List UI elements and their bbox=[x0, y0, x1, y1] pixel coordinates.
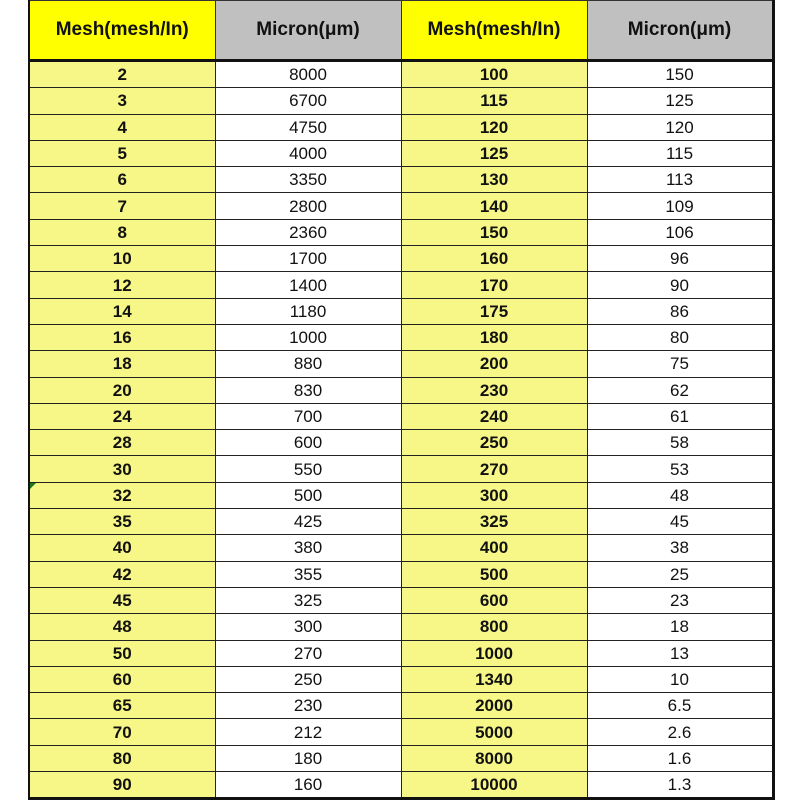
mesh-right-cell[interactable]: 160 bbox=[401, 246, 587, 272]
mesh-left-cell[interactable]: 35 bbox=[29, 509, 215, 535]
micron-left-cell[interactable]: 1700 bbox=[215, 246, 401, 272]
mesh-right-cell[interactable]: 180 bbox=[401, 324, 587, 350]
micron-right-cell[interactable]: 106 bbox=[587, 219, 773, 245]
mesh-right-cell[interactable]: 115 bbox=[401, 88, 587, 114]
micron-right-cell[interactable]: 1.6 bbox=[587, 745, 773, 771]
mesh-left-cell[interactable]: 90 bbox=[29, 772, 215, 799]
mesh-right-cell[interactable]: 150 bbox=[401, 219, 587, 245]
table-row bbox=[29, 219, 773, 245]
table-row bbox=[29, 140, 773, 166]
table-row bbox=[29, 298, 773, 324]
table-row bbox=[29, 640, 773, 666]
micron-right-cell[interactable]: 96 bbox=[587, 246, 773, 272]
table-row bbox=[29, 430, 773, 456]
micron-right-cell[interactable]: 6.5 bbox=[587, 693, 773, 719]
micron-left-cell[interactable]: 2360 bbox=[215, 219, 401, 245]
mesh-left-cell[interactable]: 5 bbox=[29, 140, 215, 166]
micron-left-cell[interactable]: 700 bbox=[215, 403, 401, 429]
micron-right-cell[interactable]: 38 bbox=[587, 535, 773, 561]
mesh-micron-table bbox=[28, 0, 775, 800]
table-row bbox=[29, 614, 773, 640]
micron-left-cell[interactable]: 425 bbox=[215, 509, 401, 535]
table-row bbox=[29, 693, 773, 719]
mesh-right-cell[interactable]: 270 bbox=[401, 456, 587, 482]
micron-right-cell[interactable]: 150 bbox=[587, 61, 773, 88]
micron-left-cell[interactable]: 230 bbox=[215, 693, 401, 719]
mesh-left-cell[interactable]: 3 bbox=[29, 88, 215, 114]
micron-right-cell[interactable]: 90 bbox=[587, 272, 773, 298]
micron-left-cell[interactable]: 550 bbox=[215, 456, 401, 482]
mesh-left-cell[interactable]: 48 bbox=[29, 614, 215, 640]
micron-right-cell[interactable]: 48 bbox=[587, 482, 773, 508]
mesh-right-cell[interactable]: 400 bbox=[401, 535, 587, 561]
micron-left-cell[interactable]: 8000 bbox=[215, 61, 401, 88]
micron-left-cell[interactable]: 4750 bbox=[215, 114, 401, 140]
micron-right-cell[interactable]: 62 bbox=[587, 377, 773, 403]
header-mesh-left: Mesh(mesh/In) bbox=[29, 1, 215, 61]
table-row bbox=[29, 272, 773, 298]
micron-left-cell[interactable]: 500 bbox=[215, 482, 401, 508]
mesh-left-cell[interactable]: 14 bbox=[29, 298, 215, 324]
table-row bbox=[29, 482, 773, 508]
table-row bbox=[29, 246, 773, 272]
header-mesh-right: Mesh(mesh/In) bbox=[401, 1, 587, 61]
mesh-left-cell[interactable]: 7 bbox=[29, 193, 215, 219]
mesh-right-cell[interactable]: 170 bbox=[401, 272, 587, 298]
mesh-right-cell[interactable]: 500 bbox=[401, 561, 587, 587]
mesh-left-cell[interactable]: 24 bbox=[29, 403, 215, 429]
micron-right-cell[interactable]: 109 bbox=[587, 193, 773, 219]
micron-right-cell[interactable]: 25 bbox=[587, 561, 773, 587]
mesh-right-cell[interactable]: 100 bbox=[401, 61, 587, 88]
mesh-right-cell[interactable]: 120 bbox=[401, 114, 587, 140]
mesh-left-cell[interactable]: 18 bbox=[29, 351, 215, 377]
mesh-left-cell[interactable]: 32 bbox=[29, 482, 215, 508]
mesh-left-cell[interactable]: 42 bbox=[29, 561, 215, 587]
table-row bbox=[29, 509, 773, 535]
mesh-right-cell[interactable]: 130 bbox=[401, 167, 587, 193]
micron-left-cell[interactable]: 1180 bbox=[215, 298, 401, 324]
micron-right-cell[interactable]: 61 bbox=[587, 403, 773, 429]
micron-right-cell[interactable]: 18 bbox=[587, 614, 773, 640]
mesh-left-cell[interactable]: 65 bbox=[29, 693, 215, 719]
micron-left-cell[interactable]: 1400 bbox=[215, 272, 401, 298]
mesh-right-cell[interactable]: 1000 bbox=[401, 640, 587, 666]
micron-left-cell[interactable]: 4000 bbox=[215, 140, 401, 166]
micron-right-cell[interactable]: 125 bbox=[587, 88, 773, 114]
mesh-right-cell[interactable]: 1340 bbox=[401, 666, 587, 692]
header-micron-left: Micron(μm) bbox=[215, 1, 401, 61]
table-row bbox=[29, 719, 773, 745]
table-row bbox=[29, 772, 773, 799]
micron-left-cell[interactable]: 270 bbox=[215, 640, 401, 666]
table-row bbox=[29, 351, 773, 377]
micron-left-cell[interactable]: 3350 bbox=[215, 167, 401, 193]
micron-right-cell[interactable]: 23 bbox=[587, 587, 773, 613]
micron-left-cell[interactable]: 212 bbox=[215, 719, 401, 745]
micron-right-cell[interactable]: 115 bbox=[587, 140, 773, 166]
micron-right-cell[interactable]: 1.3 bbox=[587, 772, 773, 799]
mesh-right-cell[interactable]: 8000 bbox=[401, 745, 587, 771]
micron-left-cell[interactable]: 325 bbox=[215, 587, 401, 613]
mesh-left-cell[interactable]: 20 bbox=[29, 377, 215, 403]
micron-right-cell[interactable]: 58 bbox=[587, 430, 773, 456]
micron-left-cell[interactable]: 6700 bbox=[215, 88, 401, 114]
mesh-left-cell[interactable]: 40 bbox=[29, 535, 215, 561]
mesh-left-cell[interactable]: 4 bbox=[29, 114, 215, 140]
micron-right-cell[interactable]: 80 bbox=[587, 324, 773, 350]
micron-left-cell[interactable]: 250 bbox=[215, 666, 401, 692]
table-row bbox=[29, 745, 773, 771]
micron-right-cell[interactable]: 45 bbox=[587, 509, 773, 535]
micron-right-cell[interactable]: 75 bbox=[587, 351, 773, 377]
mesh-left-cell[interactable]: 16 bbox=[29, 324, 215, 350]
micron-left-cell[interactable]: 160 bbox=[215, 772, 401, 799]
header-micron-right: Micron(μm) bbox=[587, 1, 773, 61]
micron-left-cell[interactable]: 600 bbox=[215, 430, 401, 456]
micron-right-cell[interactable]: 13 bbox=[587, 640, 773, 666]
header-row bbox=[29, 1, 773, 61]
mesh-right-cell[interactable]: 800 bbox=[401, 614, 587, 640]
mesh-right-cell[interactable]: 250 bbox=[401, 430, 587, 456]
micron-left-cell[interactable]: 830 bbox=[215, 377, 401, 403]
table-row bbox=[29, 88, 773, 114]
mesh-right-cell[interactable]: 230 bbox=[401, 377, 587, 403]
mesh-left-cell[interactable]: 50 bbox=[29, 640, 215, 666]
mesh-right-cell[interactable]: 175 bbox=[401, 298, 587, 324]
micron-right-cell[interactable]: 113 bbox=[587, 167, 773, 193]
mesh-right-cell[interactable]: 300 bbox=[401, 482, 587, 508]
mesh-left-cell[interactable]: 28 bbox=[29, 430, 215, 456]
micron-right-cell[interactable]: 10 bbox=[587, 666, 773, 692]
table-row bbox=[29, 403, 773, 429]
micron-left-cell[interactable]: 880 bbox=[215, 351, 401, 377]
table-body bbox=[29, 61, 773, 799]
mesh-right-cell[interactable]: 240 bbox=[401, 403, 587, 429]
mesh-right-cell[interactable]: 10000 bbox=[401, 772, 587, 799]
mesh-left-cell[interactable]: 30 bbox=[29, 456, 215, 482]
micron-left-cell[interactable]: 2800 bbox=[215, 193, 401, 219]
table-row bbox=[29, 61, 773, 88]
micron-left-cell[interactable]: 380 bbox=[215, 535, 401, 561]
mesh-right-cell[interactable]: 140 bbox=[401, 193, 587, 219]
mesh-left-cell[interactable]: 60 bbox=[29, 666, 215, 692]
table-row bbox=[29, 587, 773, 613]
table-row bbox=[29, 114, 773, 140]
mesh-left-cell[interactable]: 2 bbox=[29, 61, 215, 88]
micron-right-cell[interactable]: 86 bbox=[587, 298, 773, 324]
table-row bbox=[29, 666, 773, 692]
mesh-right-cell[interactable]: 325 bbox=[401, 509, 587, 535]
micron-right-cell[interactable]: 53 bbox=[587, 456, 773, 482]
mesh-left-cell[interactable]: 12 bbox=[29, 272, 215, 298]
table-row bbox=[29, 377, 773, 403]
micron-left-cell[interactable]: 180 bbox=[215, 745, 401, 771]
micron-right-cell[interactable]: 120 bbox=[587, 114, 773, 140]
table-row bbox=[29, 535, 773, 561]
mesh-right-cell[interactable]: 125 bbox=[401, 140, 587, 166]
mesh-left-cell[interactable]: 45 bbox=[29, 587, 215, 613]
mesh-right-cell[interactable]: 5000 bbox=[401, 719, 587, 745]
table-row bbox=[29, 561, 773, 587]
table-row bbox=[29, 167, 773, 193]
mesh-right-cell[interactable]: 600 bbox=[401, 587, 587, 613]
micron-left-cell[interactable]: 355 bbox=[215, 561, 401, 587]
mesh-right-cell[interactable]: 200 bbox=[401, 351, 587, 377]
mesh-left-cell[interactable]: 80 bbox=[29, 745, 215, 771]
micron-left-cell[interactable]: 300 bbox=[215, 614, 401, 640]
table-row bbox=[29, 456, 773, 482]
micron-left-cell[interactable]: 1000 bbox=[215, 324, 401, 350]
micron-right-cell[interactable]: 2.6 bbox=[587, 719, 773, 745]
mesh-right-cell[interactable]: 2000 bbox=[401, 693, 587, 719]
mesh-left-cell[interactable]: 10 bbox=[29, 246, 215, 272]
table-row bbox=[29, 193, 773, 219]
mesh-left-cell[interactable]: 70 bbox=[29, 719, 215, 745]
mesh-left-cell[interactable]: 8 bbox=[29, 219, 215, 245]
table-row bbox=[29, 324, 773, 350]
mesh-left-cell[interactable]: 6 bbox=[29, 167, 215, 193]
